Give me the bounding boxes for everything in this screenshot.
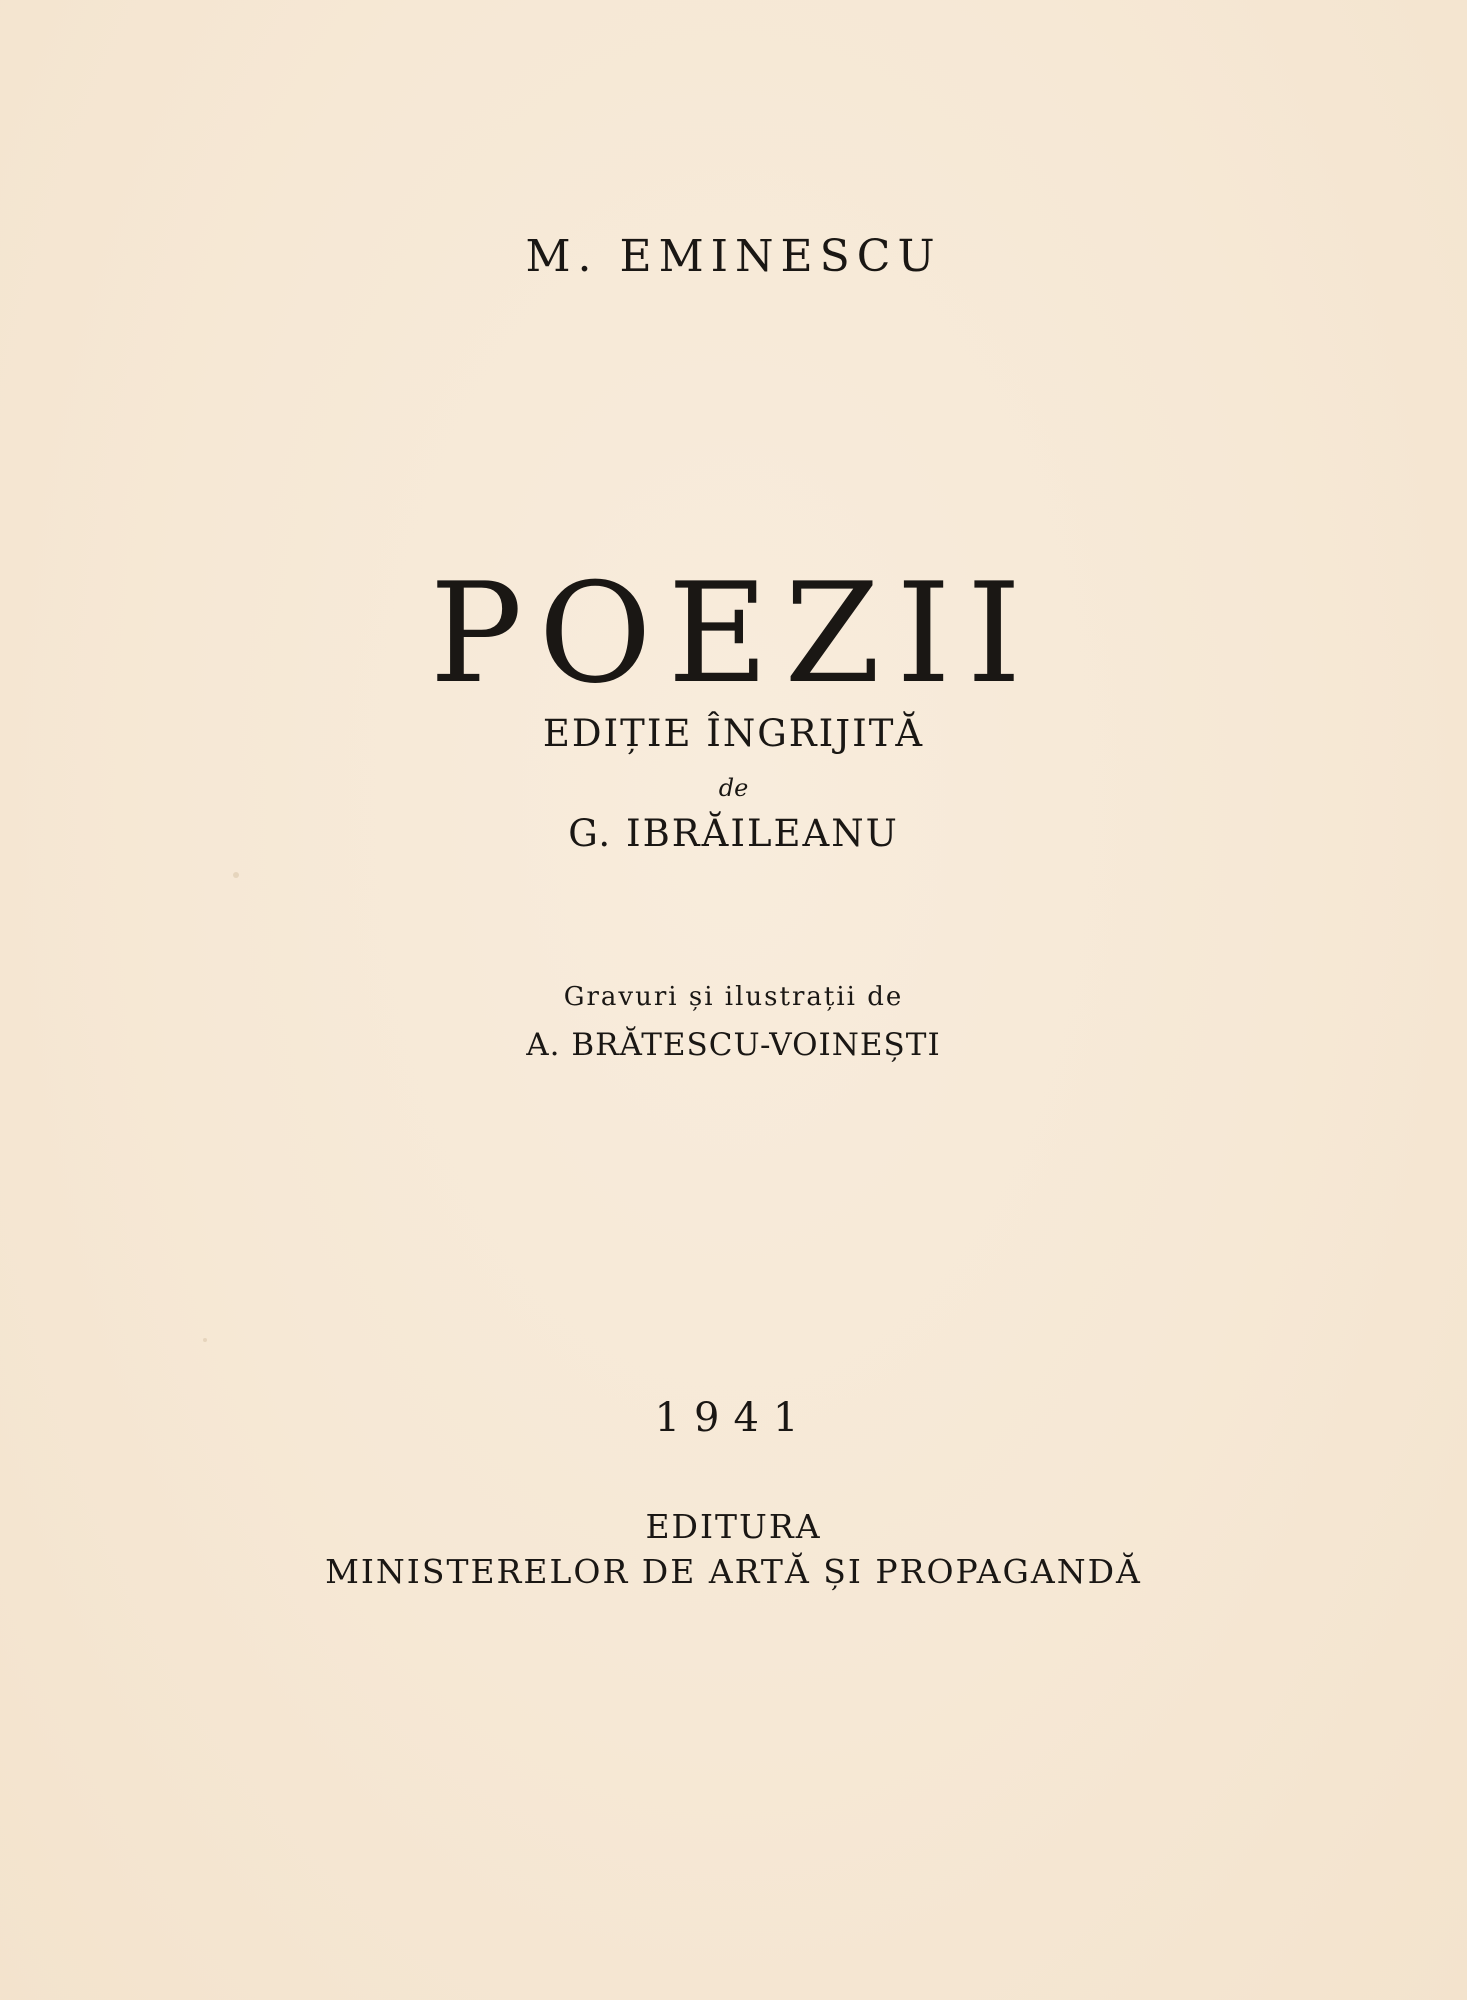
edition-line: EDIȚIE ÎNGRIJITĂ bbox=[542, 712, 925, 755]
author-name: M. EMINESCU bbox=[525, 231, 942, 282]
illustrator-name: A. BRĂTESCU-VOINEȘTI bbox=[526, 1027, 941, 1063]
publisher-line-2: MINISTERELOR DE ARTĂ ȘI PROPAGANDĂ bbox=[325, 1552, 1142, 1591]
book-title: POEZII bbox=[429, 553, 1038, 714]
edition-by: de bbox=[718, 774, 749, 802]
paper-speck bbox=[203, 1338, 207, 1342]
publication-year: 1941 bbox=[654, 1395, 813, 1441]
editor-name: G. IBRĂILEANU bbox=[568, 812, 899, 855]
paper-speck bbox=[233, 872, 239, 878]
illustrations-label: Gravuri și ilustrații de bbox=[563, 982, 904, 1012]
publisher-line-1: EDITURA bbox=[645, 1507, 822, 1546]
